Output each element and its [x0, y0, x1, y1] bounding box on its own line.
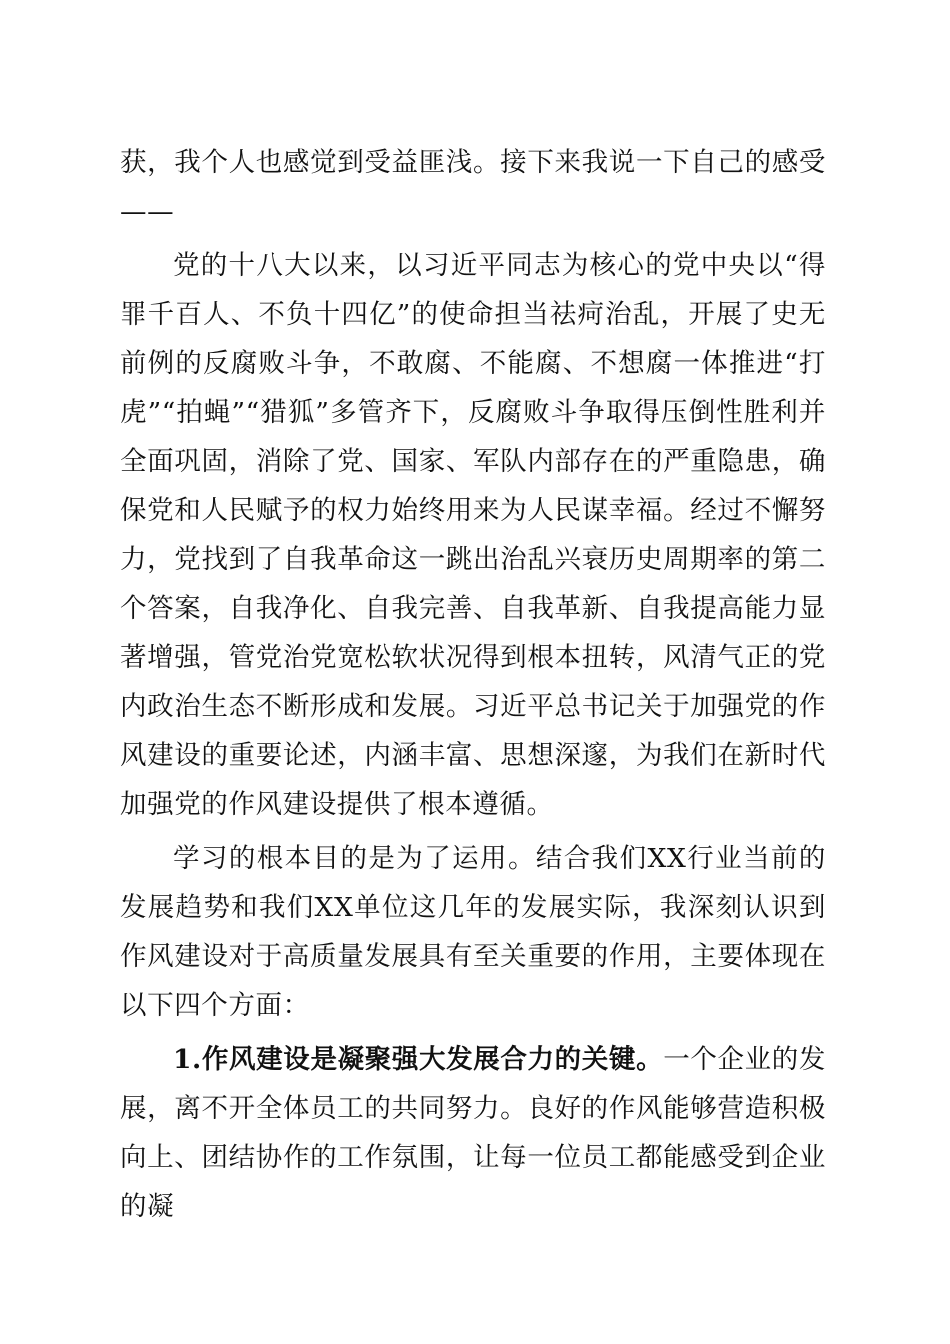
paragraph-study-purpose: 学习的根本目的是为了运用。结合我们XX行业当前的发展趋势和我们XX单位这几年的发展实际，我深刻认识到作风建设对于高质量发展具有至关重要的作用，主要体现在以下四个方面： — [120, 843, 826, 1021]
paragraph-anti-corruption: 党的十八大以来，以习近平同志为核心的党中央以“得罪千百人、不负十四亿”的使命担当祛疴治乱，开展了史无前例的反腐败斗争，不敢腐、不能腐、不想腐一体推进“打虎”“拍蝇”“猎狐”多管齐下，反腐败斗争取得压倒性胜利并全面巩固，消除了党、国家、军队内部存在的严重隐患，确保党和人民赋予的权力始终用来为人民谋幸福。经过不懈努力，党找到了自我革命这一跳出治乱兴衰历史周期率的第二个答案，自我净化、自我完善、自我革新、自我提高能力显著增强，管党治党宽松软状况得到根本扭转，风清气正的党内政治生态不断形成和发展。习近平总书记关于加强党的作风建设的重要论述，内涵丰富、思想深邃，为我们在新时代加强党的作风建设提供了根本遵循。 — [120, 250, 826, 820]
paragraph-point-one — [120, 1035, 826, 1231]
point-one-body: 一个企业的发展，离不开全体员工的共同努力。良好的作风能够营造积极向上、团结协作的工作氛围，让每一位员工都能感受到企业的凝 — [120, 1044, 826, 1222]
paragraph-continuation: 获，我个人也感觉到受益匪浅。接下来我说一下自己的感受—— — [120, 147, 826, 227]
point-one-heading: 1.作风建设是凝聚强大发展合力的关键。 — [173, 1044, 664, 1075]
document-body — [120, 138, 826, 1231]
